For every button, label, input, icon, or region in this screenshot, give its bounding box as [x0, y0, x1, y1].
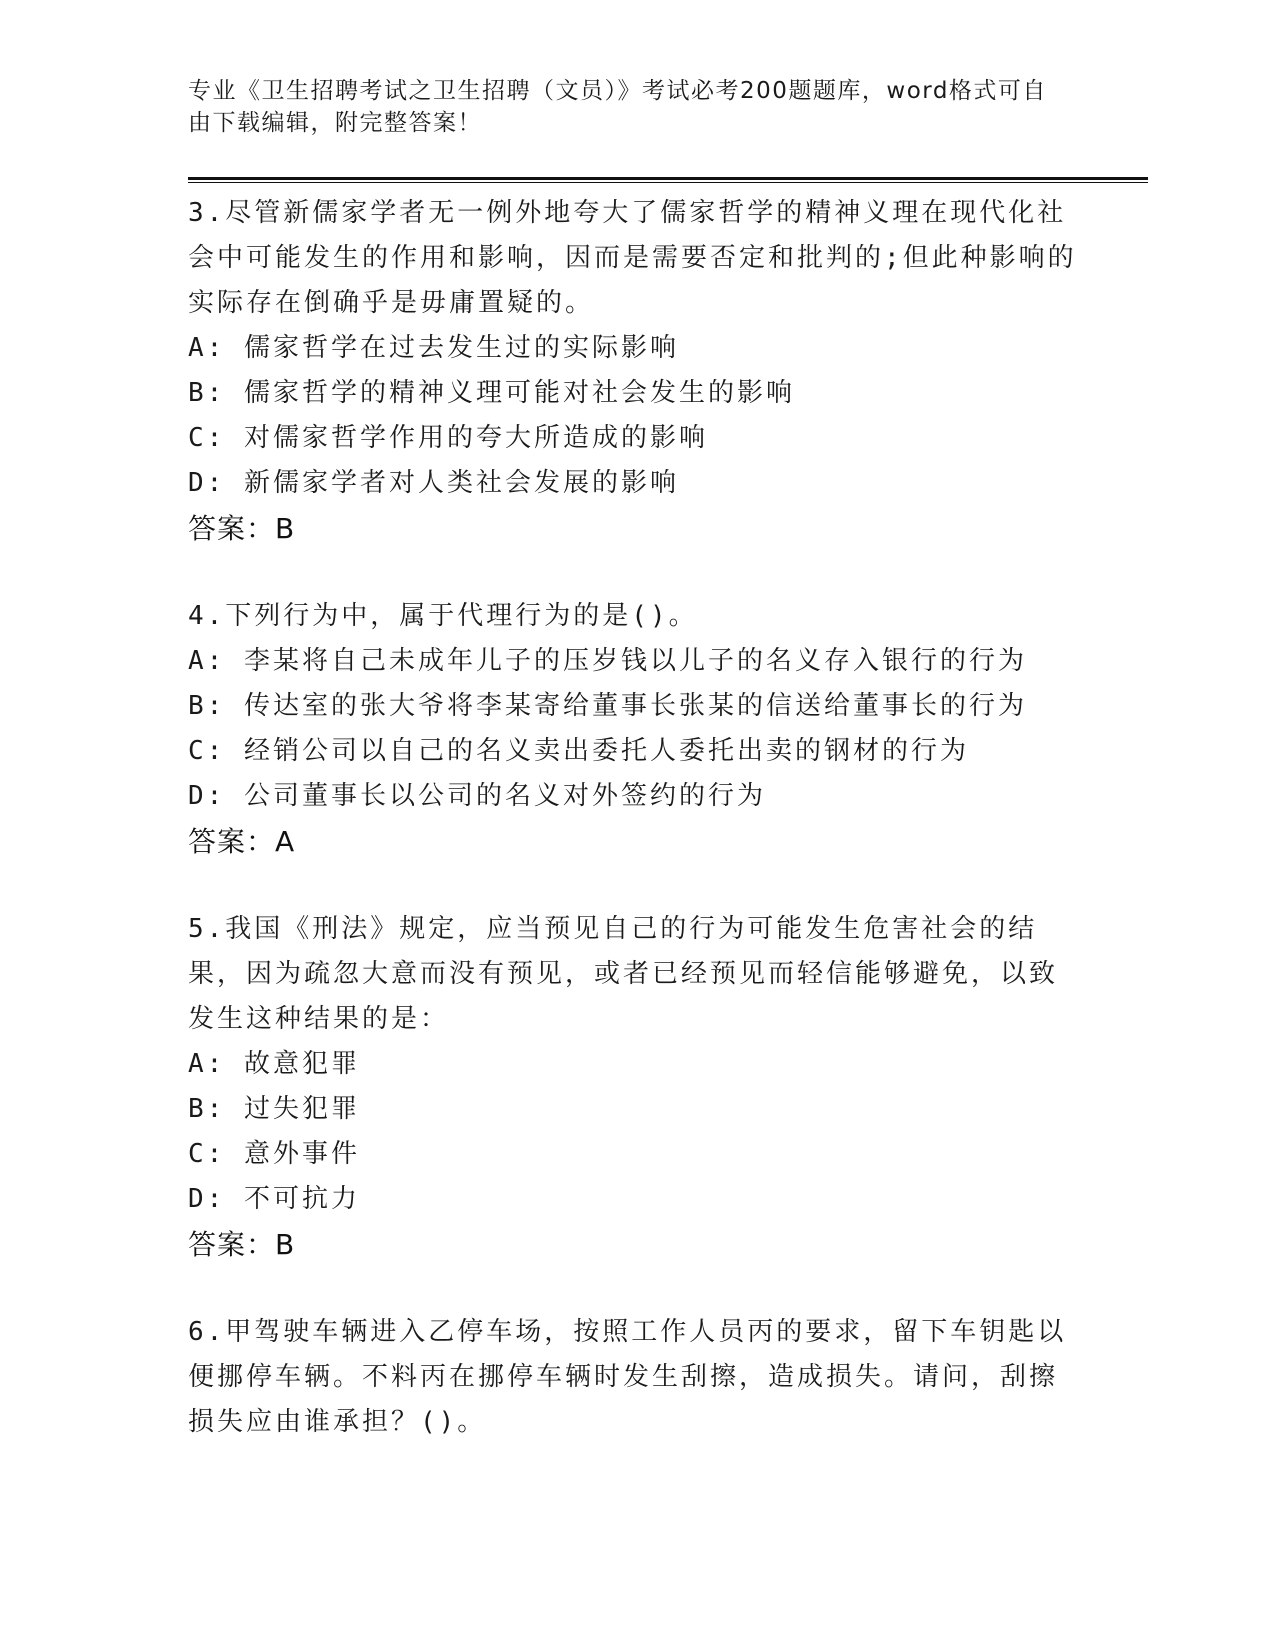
option-a: A: 儒家哲学在过去发生过的实际影响	[188, 333, 679, 363]
answer: 答案：B	[188, 1228, 296, 1261]
option-d: D: 新儒家学者对人类社会发展的影响	[188, 468, 679, 498]
header-rule-thick	[188, 177, 1148, 180]
question-list	[188, 191, 1078, 1487]
question-stem: 3.尽管新儒家学者无一例外地夸大了儒家哲学的精神义理在现代化社会中可能发生的作用和影响，因而是需要否定和批判的;但此种影响的实际存在倒确乎是毋庸置疑的。	[188, 198, 1077, 318]
option-b: B: 传达室的张大爷将李某寄给董事长张某的信送给董事长的行为	[188, 691, 1027, 721]
option-a: A: 故意犯罪	[188, 1049, 360, 1079]
option-a: A: 李某将自己未成年儿子的压岁钱以儿子的名义存入银行的行为	[188, 646, 1027, 676]
question-5	[188, 907, 1078, 1268]
question-4	[188, 594, 1078, 865]
question-6	[188, 1310, 1078, 1445]
option-c: C: 对儒家哲学作用的夸大所造成的影响	[188, 423, 708, 453]
option-b: B: 儒家哲学的精神义理可能对社会发生的影响	[188, 378, 795, 408]
option-d: D: 公司董事长以公司的名义对外签约的行为	[188, 781, 766, 811]
header-rule-thin	[188, 182, 1148, 183]
question-stem: 6.甲驾驶车辆进入乙停车场，按照工作人员丙的要求，留下车钥匙以便挪停车辆。不料丙在挪停车辆时发生刮擦，造成损失。请问，刮擦损失应由谁承担？()。	[188, 1317, 1067, 1437]
option-b: B: 过失犯罪	[188, 1094, 360, 1124]
option-d: D: 不可抗力	[188, 1184, 360, 1214]
option-c: C: 经销公司以自己的名义卖出委托人委托出卖的钢材的行为	[188, 736, 969, 766]
option-c: C: 意外事件	[188, 1139, 360, 1169]
question-3	[188, 191, 1078, 552]
document-header: 专业《卫生招聘考试之卫生招聘（文员）》考试必考200题题库，word格式可自由下载编辑，附完整答案！	[188, 78, 1047, 136]
question-stem: 5.我国《刑法》规定，应当预见自己的行为可能发生危害社会的结果，因为疏忽大意而没有预见，或者已经预见而轻信能够避免，以致发生这种结果的是：	[188, 914, 1059, 1034]
answer: 答案：A	[188, 825, 296, 858]
answer: 答案：B	[188, 512, 296, 545]
question-stem: 4.下列行为中，属于代理行为的是()。	[188, 601, 698, 631]
